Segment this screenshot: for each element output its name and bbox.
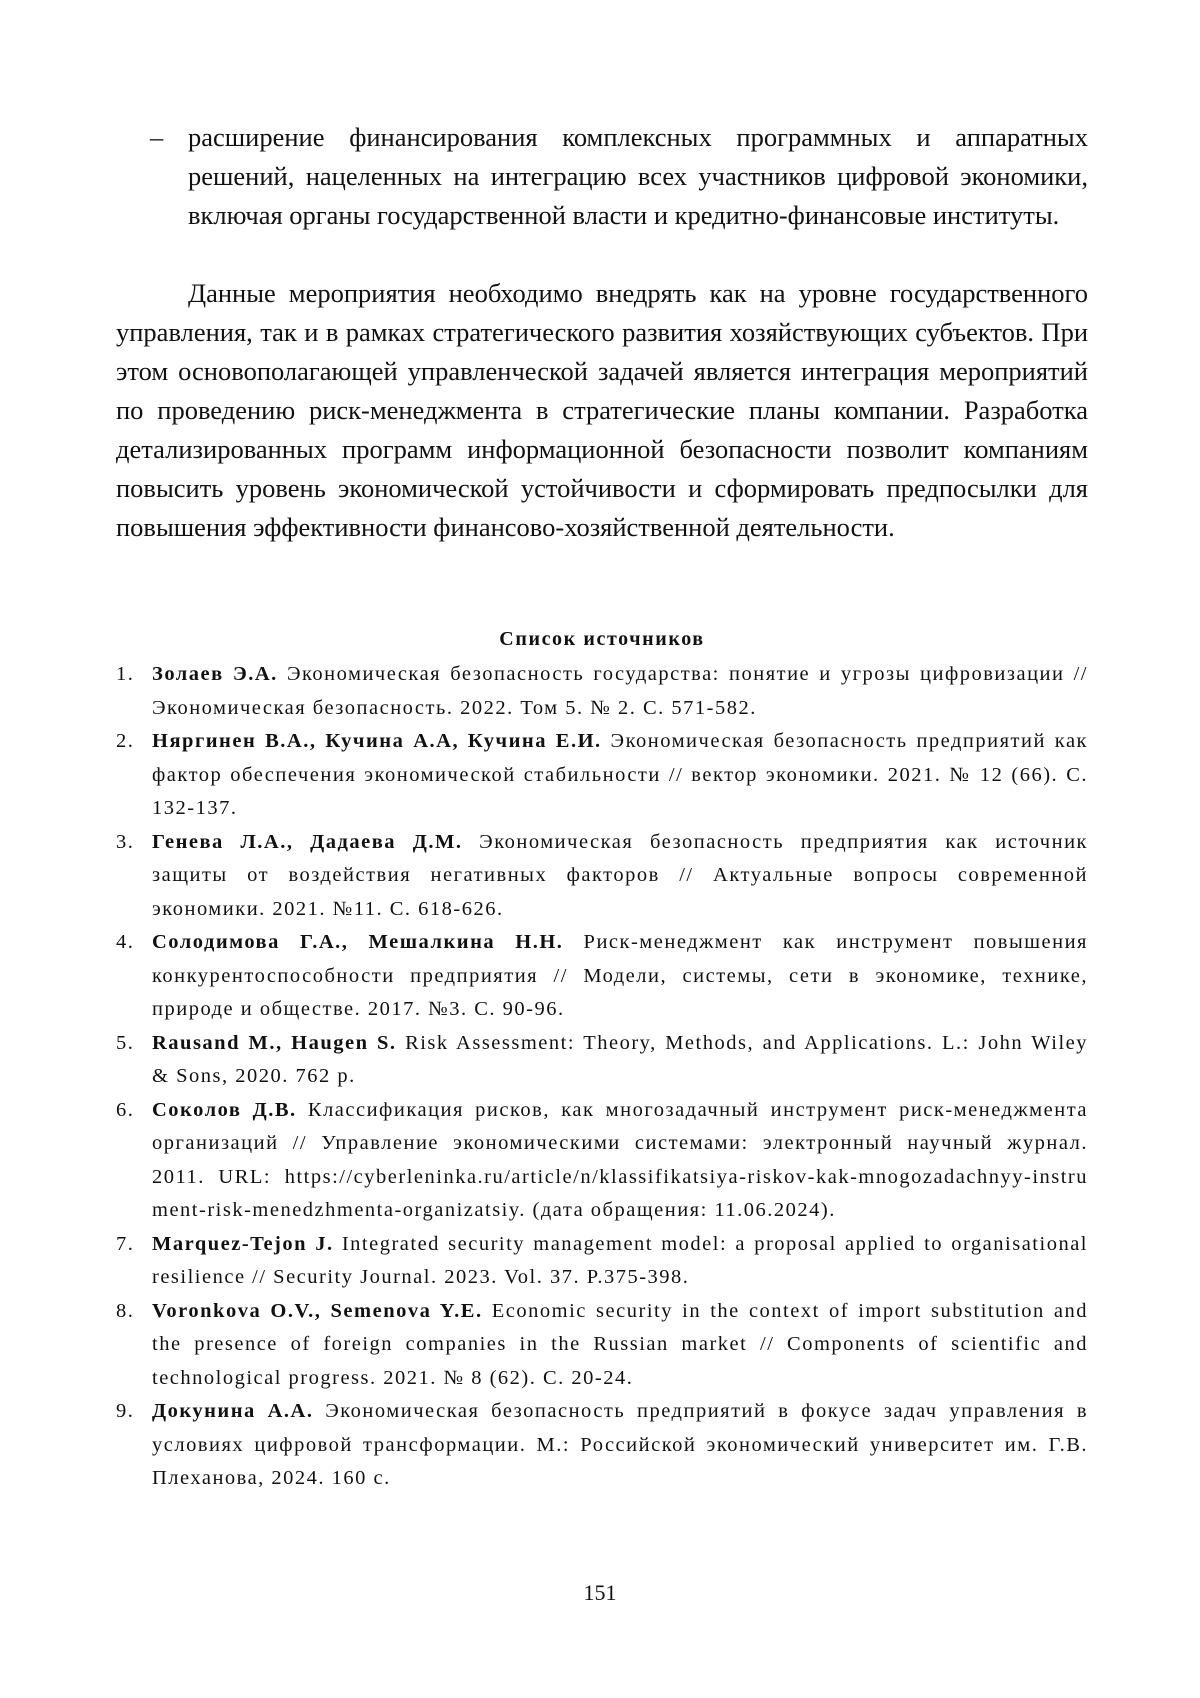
reference-number: 4. [116, 931, 135, 953]
reference-text: Integrated security management model: a proposal applied to organisational resilience // Security Journal. 2023. Vol. 37. P.375-398. [152, 1232, 1088, 1288]
references-title: Список источников [499, 628, 705, 650]
body-paragraph: Данные мероприятия необходимо внедрять как на уровне государственного управления, так и в рамках стратегического развития хозяйствующих субъектов. При этом основополагающей управленческой задачей является интеграция мероприятий по проведению риск-менеджмента в стратегические планы компании. Разработка детализированных программ информационной безопасности позволит компаниям повысить уровень экономической устойчивости и сформировать предпосылки для повышения эффективности финансово-хозяйственной деятельности. [116, 278, 1088, 542]
reference-item [116, 826, 1088, 927]
reference-number: 5. [116, 1031, 135, 1054]
reference-author: Marquez-Tejon J. [152, 1232, 334, 1255]
reference-author: Соколов Д.В. [152, 1098, 297, 1121]
reference-item [116, 725, 1088, 826]
reference-author: Rausand M., Haugen S. [152, 1031, 397, 1054]
reference-number: 8. [116, 1299, 135, 1322]
reference-number: 2. [116, 730, 135, 752]
bullet-dash: – [150, 122, 164, 152]
reference-text: Экономическая безопасность предприятий в фокусе задач управления в условиях цифровой трансформации. М.: Российской экономический университет им. Г.В. Плеханова, 2024. 160 с. [152, 1400, 1089, 1489]
reference-item [116, 926, 1088, 1027]
page-number: 151 [583, 1580, 617, 1605]
reference-author: Докунина А.А. [152, 1400, 314, 1422]
reference-item [116, 1094, 1088, 1228]
reference-text: Risk Assessment: Theory, Methods, and Applications. L.: John Wiley & Sons, 2020. 762 p. [152, 1031, 1089, 1087]
references-list [116, 658, 1088, 1496]
reference-text: Экономическая безопасность предприятия как источник защиты от воздействия негативных факторов // Актуальные вопросы современной экономики. 2021. №11. С. 618-626. [152, 830, 1088, 920]
reference-access-date: (дата обращения: 11.06.2024). [525, 1199, 836, 1221]
reference-number: 9. [116, 1400, 135, 1422]
reference-text: Экономическая безопасность государства: понятие и угрозы цифровизации // Экономическая безопасность. 2022. Том 5. № 2. С. 571-582. [152, 663, 1089, 719]
bullet-item [116, 118, 1088, 235]
reference-number: 1. [116, 663, 135, 685]
reference-author: Voronkova O.V., Semenova Y.E. [152, 1299, 483, 1322]
reference-number: 7. [116, 1232, 135, 1255]
reference-text: Economic security in the context of import substitution and the presence of foreign companies in the Russian market // Components of scientific and technological progress. 2021. № 8 (62). С. 20-24. [152, 1299, 1088, 1389]
reference-author: Золаев Э.А. [152, 663, 278, 685]
reference-text: Классификация рисков, как многозадачный инструмент риск-менеджмента организаций // Управление экономическими системами: электронный научный журнал. 2011. URL: [152, 1098, 1088, 1188]
bullet-text: расширение финансирования комплексных программных и аппаратных решений, нацеленных на интеграцию всех участников цифровой экономики, включая органы государственной власти и кредитно-финансовые институты. [188, 122, 1088, 230]
reference-text: Риск-менеджмент как инструмент повышения конкурентоспособности предприятия // Модели, системы, сети в экономике, технике, природе и обществе. 2017. №3. С. 90-96. [152, 931, 1088, 1020]
reference-author: Солодимова Г.А., Мешалкина Н.Н. [152, 931, 564, 953]
reference-author: Генева Л.А., Дадаева Д.М. [152, 830, 463, 853]
reference-item [116, 1228, 1088, 1295]
reference-item [116, 1027, 1088, 1094]
reference-item [116, 1395, 1088, 1496]
reference-author: Няргинен В.А., Кучина А.А, Кучина Е.И. [152, 730, 602, 752]
reference-number: 6. [116, 1098, 135, 1121]
reference-number: 3. [116, 830, 135, 853]
reference-url-link[interactable]: https://cyberleninka.ru/article/n/klassifikatsiya-riskov-kak-mnogozadachnyy-instrument-risk-menedzhmenta-organizatsiy. [152, 1165, 1089, 1221]
reference-item [116, 1295, 1088, 1396]
reference-text: Экономическая безопасность предприятий как фактор обеспечения экономической стабильности // вектор экономики. 2021. № 12 (66). С. 132-137. [152, 730, 1089, 819]
reference-item [116, 658, 1088, 725]
